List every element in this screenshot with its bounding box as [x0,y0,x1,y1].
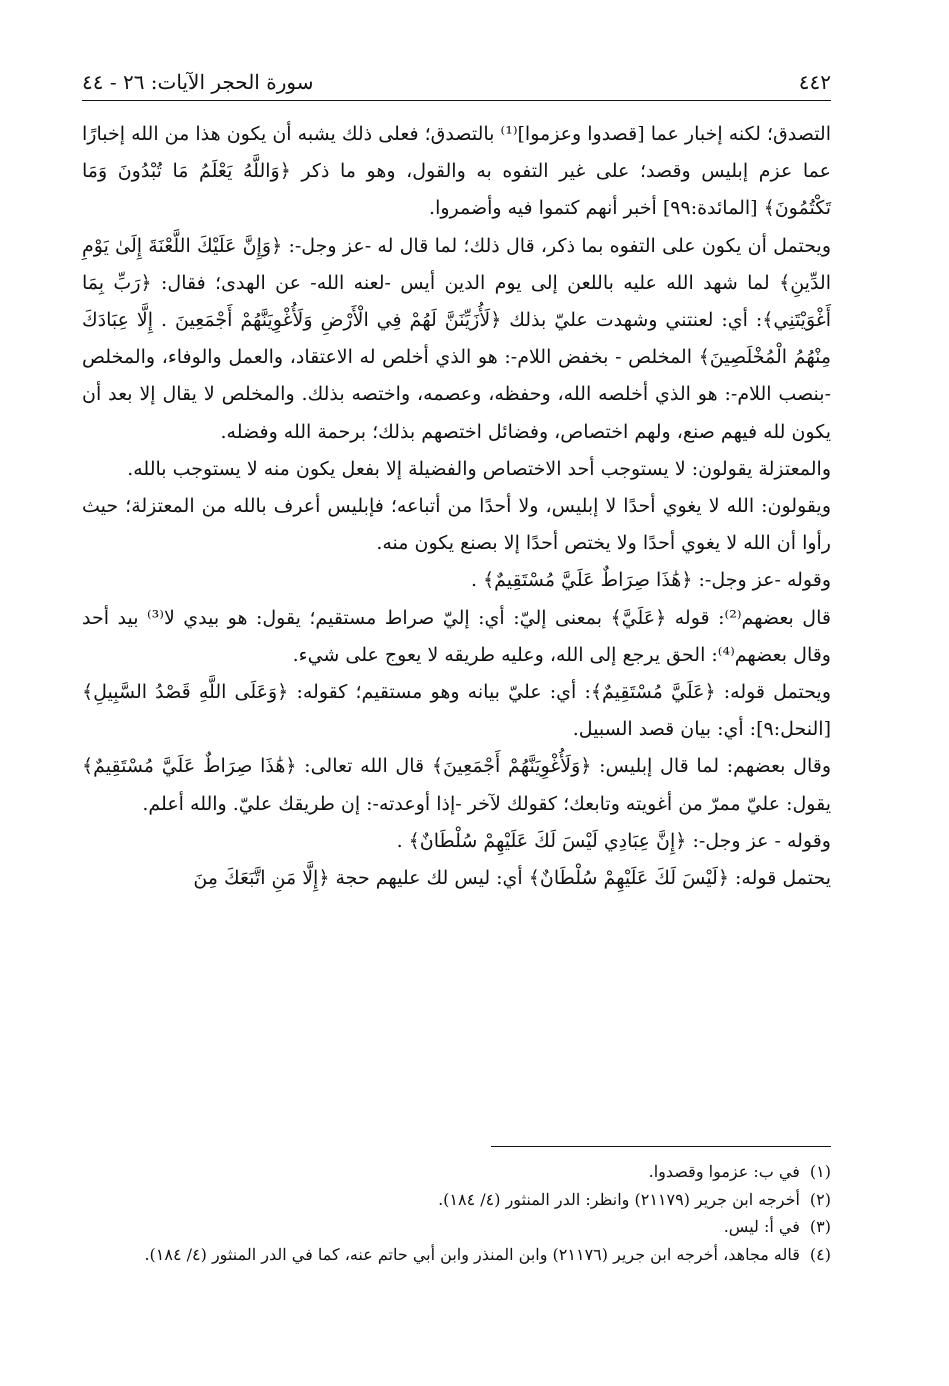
paragraph: ويحتمل قوله: ﴿عَلَيَّ مُسْتَقِيمٌ﴾: أي: عليّ بيانه وهو مستقيم؛ كقوله: ﴿وَعَلَى اللَّهِ قَصْدُ السَّبِيلِ﴾ [النحل:٩]: أي: بيان قصد السبيل. [82,681,831,741]
footnote-number: (٤) [809,1244,831,1264]
footnote-number: (١) [809,1162,831,1181]
paragraph: وقوله -عز وجل-: ﴿هَٰذَا صِرَاطٌ عَلَيَّ مُسْتَقِيمٌ﴾ . [470,569,831,592]
paragraph: والمعتزلة يقولون: لا يستوجب أحد الاختصاص والفضيلة إلا بفعل يكون منه لا يستوجب بالله. [127,457,831,480]
paragraph: ويحتمل أن يكون على التفوه بما ذكر، قال ذلك؛ لما قال له -عز وجل-: ﴿وَإِنَّ عَلَيْكَ اللَّعْنَةَ إِلَىٰ يَوْمِ الدِّينِ﴾ لما شهد الله عليه باللعن إلى يوم الدين أيس -لعنه الله- عن الهدى؛ فقال: ﴿رَبِّ بِمَا أَغْوَيْتَنِي﴾: أي: لعنتني وشهدت عليّ بذلك ﴿لَأُزَيِّنَنَّ لَهُمْ فِي الْأَرْضِ وَلَأُغْوِيَنَّهُمْ أَجْمَعِينَ . إِلَّا عِبَادَكَ مِنْهُمُ الْمُخْلَصِينَ﴾ المخلص - بخفض اللام-: هو الذي أخلص له الاعتقاد، والعمل والوفاء، والمخلص -بنصب اللام-: هو الذي أخلصه الله، وحفظه، وعصمه، واختصه بذلك. والمخلص لا يقال إلا بعد أن يكون لله فيهم صنع، ولهم اختصاص، وفضائل اختصهم بذلك؛ برحمة الله وفضله. [82,234,831,443]
paragraph: وقال بعضهم: لما قال إبليس: ﴿وَلَأُغْوِيَنَّهُمْ أَجْمَعِينَ﴾ قال الله تعالى: ﴿هَٰذَا صِرَاطٌ عَلَيَّ مُسْتَقِيمٌ﴾ يقول: عليّ ممرّ من أغويته وتابعك؛ كقولك لآخر -إذا أوعدته-: إن طريقك عليّ. والله أعلم. [82,755,831,815]
footnote-text: أخرجه ابن جرير (٢١١٧٩) وانظر: الدر المنثور (٤/ ١٨٤). [438,1189,800,1209]
footnote-text: قاله مجاهد، أخرجه ابن جرير (٢١١٧٦) وابن المنذر وابن أبي حاتم عنه، كما في الدر المنثور (٤/ ١٨٤). [144,1244,800,1264]
paragraph: يحتمل قوله: ﴿لَيْسَ لَكَ عَلَيْهِمْ سُلْطَانٌ﴾ أي: ليس لك عليهم حجة ﴿إِلَّا مَنِ اتَّبَعَكَ مِنَ [193,867,831,890]
main-text [82,116,831,897]
footnote-text: في ب: عزموا وقصدوا. [648,1162,800,1181]
page-number: ٤٤٢ [798,70,831,94]
footnote [82,1158,831,1186]
paragraph: التصدق؛ لكنه إخبار عما [قصدوا وعزموا]⁽¹⁾ بالتصدق؛ فعلى ذلك يشبه أن يكون هذا من الله إخبارًا عما عزم إبليس وقصد؛ على غير التفوه به والقول، وهو ما ذكر ﴿وَاللَّهُ يَعْلَمُ مَا تُبْدُونَ وَمَا تَكْتُمُونَ﴾ [المائدة:٩٩] أخبر أنهم كتموا فيه وأضمروا. [82,123,831,220]
footnote-number: (٣) [809,1217,831,1236]
footnotes [82,1158,831,1268]
paragraph: وقوله - عز وجل-: ﴿إِنَّ عِبَادِي لَيْسَ لَكَ عَلَيْهِمْ سُلْطَانٌ﴾ . [396,829,831,852]
footnote [82,1213,831,1241]
footnote-separator [491,1146,831,1147]
running-header [82,60,831,94]
footnote-number: (٢) [809,1189,831,1209]
paragraph: قال بعضهم⁽²⁾: قوله ﴿عَلَيَّ﴾ بمعنى إليّ: أي: إليّ صراط مستقيم؛ يقول: هو بيدي لا⁽³⁾ بيد أحد وقال بعضهم⁽⁴⁾: الحق يرجع إلى الله، وعليه طريقه لا يعوج على شيء. [82,606,831,666]
header-rule [82,100,831,101]
footnote [82,1186,831,1214]
footnote [82,1241,831,1269]
footnote-text: في أ: ليس. [723,1217,800,1236]
paragraph: ويقولون: الله لا يغوي أحدًا لا إبليس، ولا أحدًا من أتباعه؛ فإبليس أعرف بالله من المعتزلة؛ حيث رأوا أن الله لا يغوي أحدًا ولا يختص أحدًا إلا بصنع يكون منه. [82,495,831,555]
surah-title: سورة الحجر الآيات: ٢٦ - ٤٤ [82,70,314,94]
